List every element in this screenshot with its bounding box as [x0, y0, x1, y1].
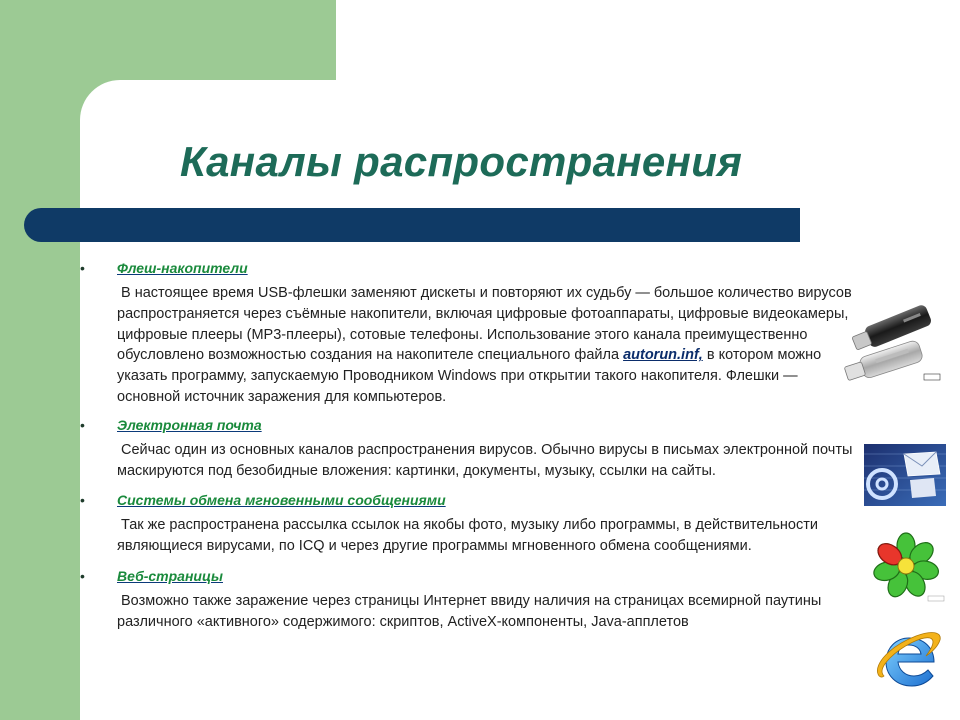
paragraph-usb [117, 283, 860, 408]
icq-flower-icon [868, 532, 948, 604]
autorun-inf-link[interactable]: autorun.inf, [623, 347, 703, 364]
heading-web-link[interactable]: Веб-страницы [117, 567, 223, 584]
paragraph-usb-text-before: В настоящее время USB-флешки заменяют дискеты и повторяют их судьбу — большое количество вирусов распространяется через съёмные накопители, включая цифровые фотоаппараты, цифровые видеокамеры, цифровые плееры (MP3-плееры), сотовые телефоны. Использование этого канала преимущественно обусловлено возможностью создания на накопителе специального файла [117, 285, 852, 364]
bullet: • [80, 260, 85, 276]
paragraph-email: Сейчас один из основных каналов распространения вирусов. Обычно вирусы в письмах электронной почты маскируются под безобидные вложения: картинки, документы, музыку, ссылки на сайты. [117, 441, 853, 479]
content-list [80, 258, 860, 633]
usb-flash-drive-icon [836, 300, 946, 384]
heading-usb-link[interactable]: Флеш-накопители [117, 260, 248, 276]
title-underline-bar [24, 208, 800, 242]
email-icon [864, 444, 946, 506]
bullet: • [80, 567, 85, 584]
list-item-im [80, 490, 860, 557]
list-item-usb [80, 258, 860, 408]
internet-explorer-icon [872, 624, 946, 696]
list-item-email [80, 415, 860, 482]
bullet: • [80, 492, 85, 509]
paragraph-usb-text-after: в котором можно указать программу, запускаемую Проводником Windows при открытии такого накопителя. Флешки — основной источник заражения для компьютеров. [117, 347, 822, 405]
heading-email-link[interactable]: Электронная почта [117, 416, 262, 433]
slide-title: Каналы распространения [180, 138, 743, 185]
heading-im-link[interactable]: Системы обмена мгновенными сообщениями [117, 492, 446, 509]
bullet: • [80, 416, 85, 433]
paragraph-im: Так же распространена рассылка ссылок на якобы фото, музыку либо программы, в действительности являющиеся вирусами, по ICQ и через другие программы мгновенного обмена сообщениями. [117, 517, 818, 555]
list-item-web [80, 566, 860, 633]
paragraph-web: Возможно также заражение через страницы Интернет ввиду наличия на страницах всемирной паутины различного «активного» содержимого: скриптов, ActiveX-компоненты, Java-апплетов [117, 592, 822, 630]
